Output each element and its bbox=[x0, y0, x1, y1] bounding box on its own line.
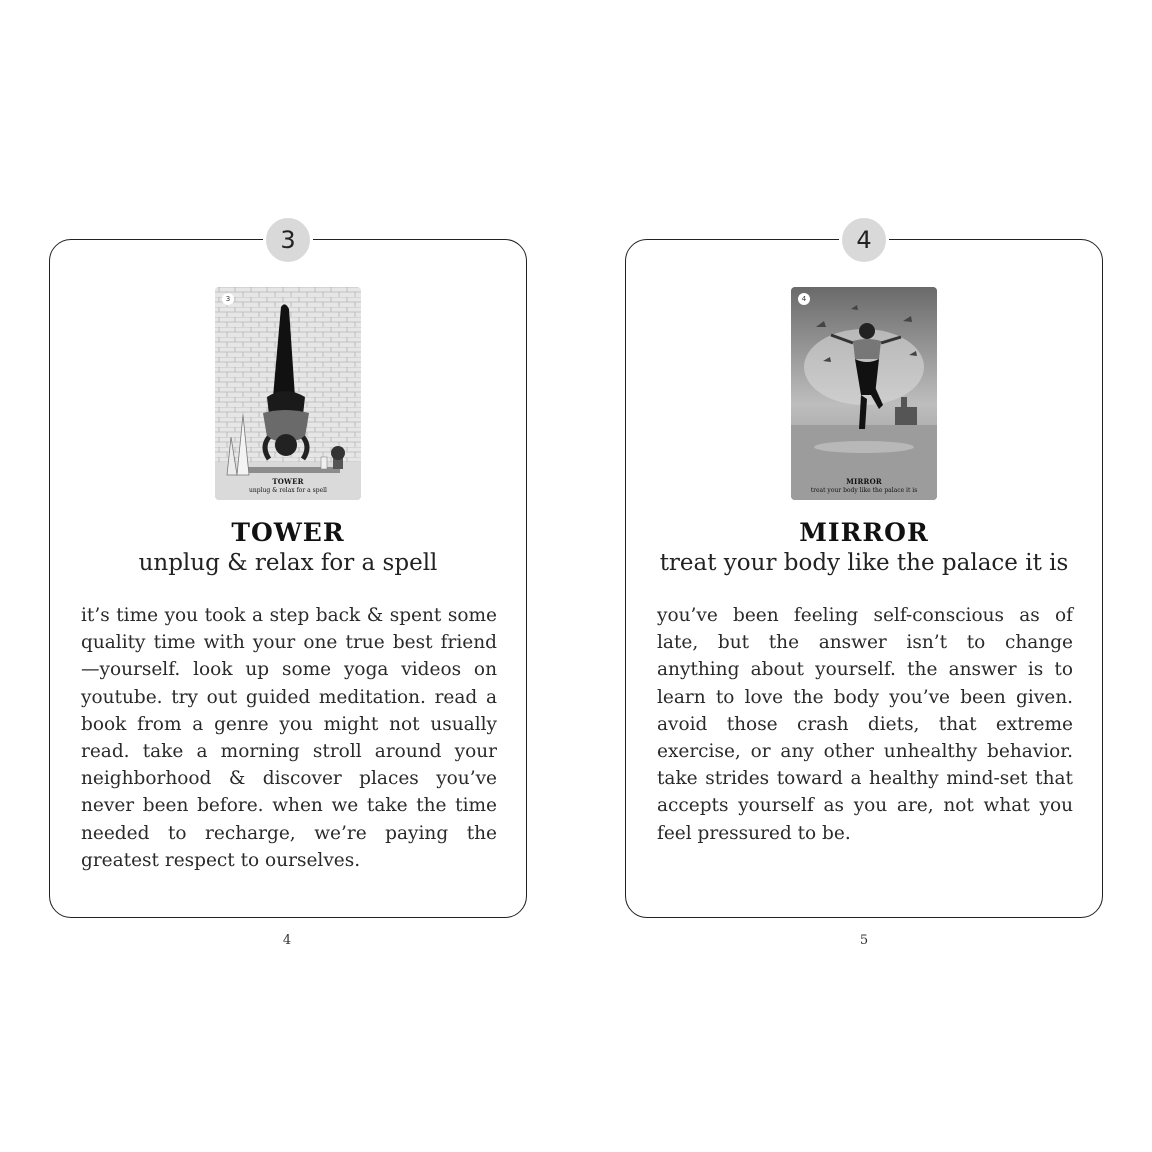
card-description: it’s time you took a step back & spent some quality time with your one true best friend—yourself. look up some yoga videos on youtube. try out guided meditation. read a book from a genre you might not usually read. take a morning stroll around your neighborhood & discover places you’ve never been before. when we take the time needed to recharge, we’re paying the greatest respect to ourselves. bbox=[81, 605, 497, 871]
mirror-illustration-art bbox=[791, 287, 937, 500]
card-number-badge: 3 bbox=[263, 215, 313, 265]
page-number: 5 bbox=[859, 933, 869, 948]
card-title: MIRROR bbox=[799, 518, 929, 547]
card-subtitle: treat your body like the palace it is bbox=[659, 550, 1069, 576]
art-caption-subtitle: treat your body like the palace it is bbox=[810, 487, 918, 494]
tower-illustration-art bbox=[215, 287, 361, 500]
card-description: you’ve been feeling self-conscious as of late, but the answer isn’t to change anything about yourself. the answer is to learn to love the body you’ve been given. avoid those crash diets, that extreme exercise, or any other unhealthy behavior. take strides toward a healthy mind-set that accepts yourself as you are, not what you feel pressured to be. bbox=[657, 605, 1073, 844]
mirror-card-illustration bbox=[791, 287, 937, 500]
card-number-badge: 4 bbox=[839, 215, 889, 265]
card-title: TOWER bbox=[231, 518, 345, 547]
card-panel-tower bbox=[49, 226, 527, 918]
art-caption bbox=[791, 477, 937, 494]
art-number: 4 bbox=[798, 293, 810, 305]
art-caption bbox=[215, 477, 361, 494]
right-page bbox=[576, 0, 1152, 1152]
card-subtitle: unplug & relax for a spell bbox=[138, 550, 438, 576]
art-caption-subtitle: unplug & relax for a spell bbox=[249, 487, 327, 494]
card-panel-mirror bbox=[625, 226, 1103, 918]
art-caption-title: TOWER bbox=[272, 477, 304, 486]
tower-card-illustration bbox=[215, 287, 361, 500]
art-number: 3 bbox=[222, 293, 234, 305]
page-number: 4 bbox=[282, 933, 292, 948]
art-caption-title: MIRROR bbox=[846, 477, 882, 486]
